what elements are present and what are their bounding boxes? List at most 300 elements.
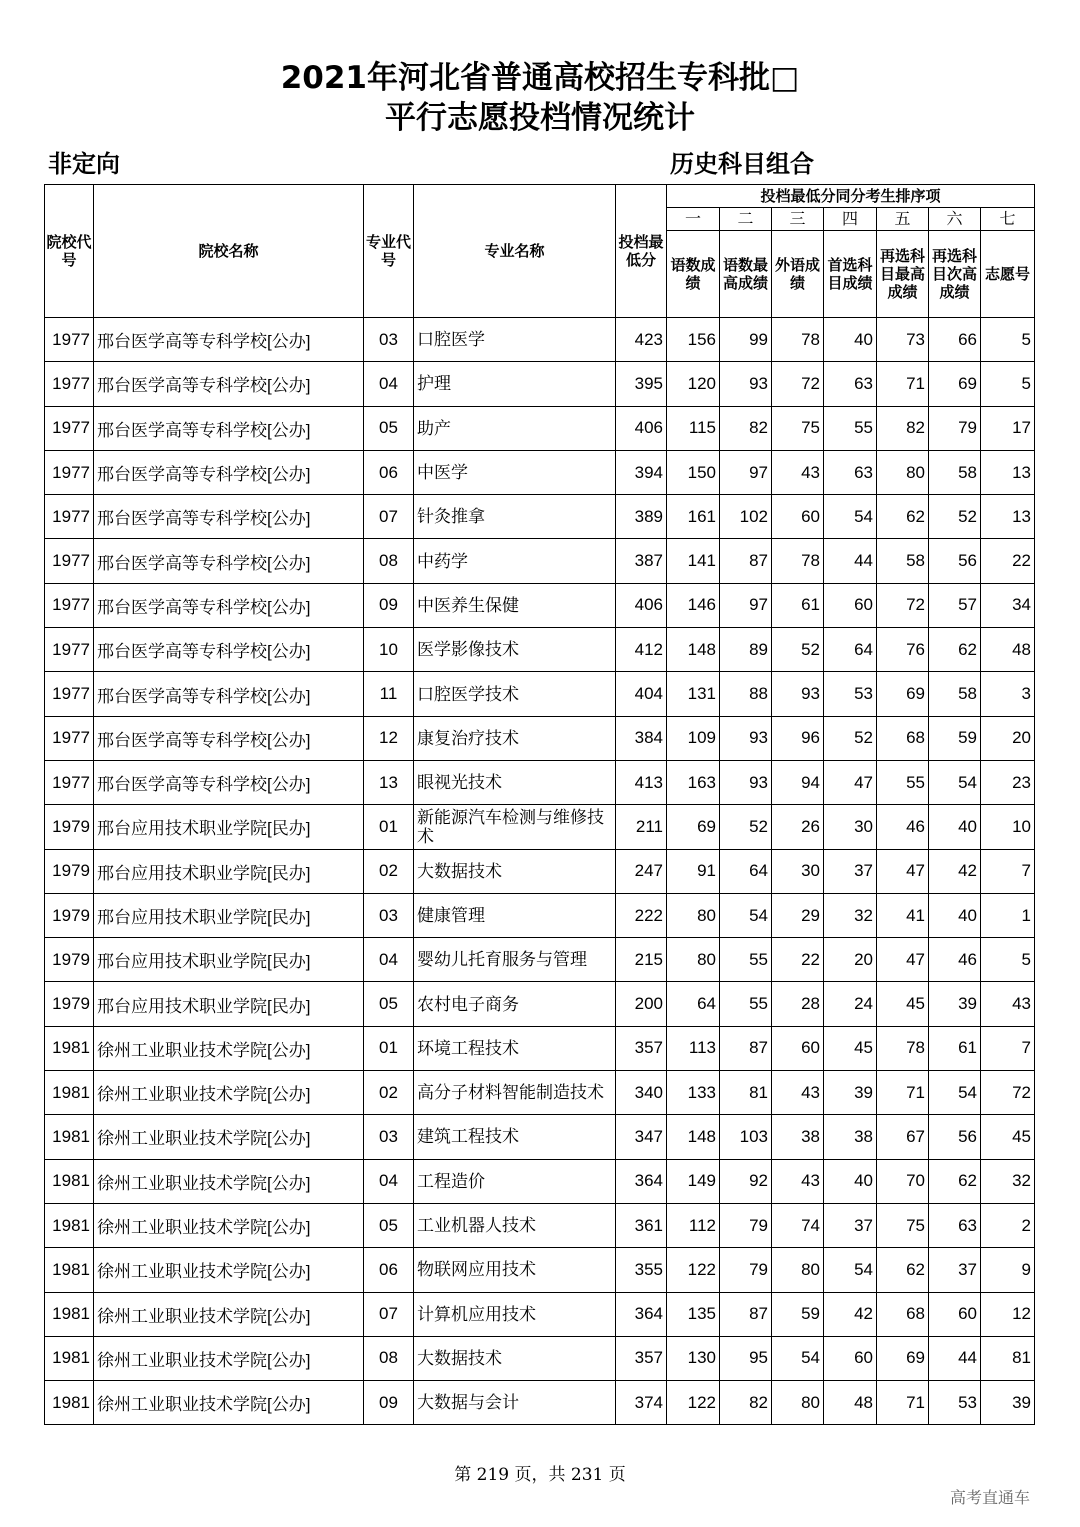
tiebreak-score-cell: 46 [877,805,929,849]
tiebreak-score-cell: 115 [667,406,720,450]
tiebreak-score-cell: 91 [667,849,720,893]
page-subtitle: 平行志愿投档情况统计 [385,100,695,136]
tiebreak-score-cell: 41 [877,893,929,937]
school-code-cell: 1977 [45,318,94,362]
tiebreak-score-cell: 38 [824,1115,877,1159]
min-score-cell: 423 [616,318,667,362]
school-name-cell: 邢台应用技术职业学院[民办] [94,893,364,937]
tiebreak-score-cell: 63 [929,1203,981,1247]
category-label: 非定向 [48,150,120,178]
tiebreak-score-cell: 79 [720,1248,772,1292]
tiebreak-score-cell: 69 [667,805,720,849]
tiebreak-score-cell: 74 [772,1203,824,1247]
header-tiebreak-item: 再选科目次高成绩 [929,231,981,318]
min-score-cell: 340 [616,1071,667,1115]
tiebreak-score-cell: 30 [824,805,877,849]
tiebreak-score-cell: 58 [929,450,981,494]
major-code-cell: 03 [364,318,414,362]
tiebreak-score-cell: 80 [772,1381,824,1425]
major-name-cell: 高分子材料智能制造技术 [414,1071,616,1115]
tiebreak-score-cell: 146 [667,583,720,627]
tiebreak-score-cell: 161 [667,495,720,539]
major-name-cell: 口腔医学 [414,318,616,362]
school-name-cell: 邢台医学高等专科学校[公办] [94,628,364,672]
major-name-cell: 针灸推拿 [414,495,616,539]
major-name-cell: 农村电子商务 [414,982,616,1026]
tiebreak-score-cell: 82 [720,406,772,450]
major-name-cell: 建筑工程技术 [414,1115,616,1159]
tiebreak-score-cell: 37 [824,849,877,893]
tiebreak-score-cell: 48 [824,1381,877,1425]
min-score-cell: 357 [616,1336,667,1380]
min-score-cell: 412 [616,628,667,672]
major-code-cell: 10 [364,628,414,672]
tiebreak-score-cell: 78 [772,318,824,362]
tiebreak-score-cell: 99 [720,318,772,362]
major-name-cell: 康复治疗技术 [414,716,616,760]
tiebreak-score-cell: 52 [772,628,824,672]
tiebreak-score-cell: 62 [877,495,929,539]
tiebreak-score-cell: 62 [877,1248,929,1292]
tiebreak-score-cell: 43 [772,450,824,494]
table-row [45,628,1035,672]
tiebreak-score-cell: 87 [720,1292,772,1336]
major-name-cell: 环境工程技术 [414,1026,616,1070]
tiebreak-score-cell: 70 [877,1159,929,1203]
tiebreak-score-cell: 61 [772,583,824,627]
tiebreak-score-cell: 76 [877,628,929,672]
tiebreak-score-cell: 93 [720,362,772,406]
tiebreak-score-cell: 60 [772,495,824,539]
tiebreak-score-cell: 97 [720,450,772,494]
table-row [45,805,1035,849]
tiebreak-score-cell: 75 [877,1203,929,1247]
tiebreak-score-cell: 130 [667,1336,720,1380]
min-score-cell: 357 [616,1026,667,1070]
tiebreak-score-cell: 24 [824,982,877,1026]
tiebreak-score-cell: 103 [720,1115,772,1159]
tiebreak-score-cell: 54 [929,1071,981,1115]
tiebreak-score-cell: 42 [824,1292,877,1336]
tiebreak-score-cell: 56 [929,539,981,583]
major-name-cell: 大数据技术 [414,1336,616,1380]
tiebreak-score-cell: 73 [877,318,929,362]
header-tiebreak-item: 首选科目成绩 [824,231,877,318]
tiebreak-score-cell: 79 [720,1203,772,1247]
header-tiebreak-item: 再选科目最高成绩 [877,231,929,318]
tiebreak-score-cell: 54 [929,760,981,804]
school-name-cell: 邢台医学高等专科学校[公办] [94,716,364,760]
tiebreak-score-cell: 150 [667,450,720,494]
tiebreak-score-cell: 75 [772,406,824,450]
tiebreak-score-cell: 80 [772,1248,824,1292]
min-score-cell: 387 [616,539,667,583]
tiebreak-score-cell: 5 [981,938,1035,982]
tiebreak-score-cell: 5 [981,318,1035,362]
school-code-cell: 1977 [45,362,94,406]
school-name-cell: 邢台应用技术职业学院[民办] [94,982,364,1026]
table-row [45,672,1035,716]
tiebreak-score-cell: 59 [929,716,981,760]
school-name-cell: 邢台医学高等专科学校[公办] [94,362,364,406]
tiebreak-score-cell: 44 [929,1336,981,1380]
tiebreak-score-cell: 57 [929,583,981,627]
major-code-cell: 01 [364,805,414,849]
tiebreak-score-cell: 9 [981,1248,1035,1292]
tiebreak-score-cell: 95 [720,1336,772,1380]
tiebreak-score-cell: 63 [824,362,877,406]
table-row [45,1203,1035,1247]
tiebreak-score-cell: 39 [981,1381,1035,1425]
tiebreak-score-cell: 20 [824,938,877,982]
school-code-cell: 1977 [45,716,94,760]
school-name-cell: 邢台医学高等专科学校[公办] [94,495,364,539]
table-row [45,1336,1035,1380]
tiebreak-score-cell: 58 [929,672,981,716]
table-row [45,318,1035,362]
major-code-cell: 07 [364,1292,414,1336]
tiebreak-score-cell: 122 [667,1248,720,1292]
school-name-cell: 徐州工业职业技术学院[公办] [94,1336,364,1380]
tiebreak-score-cell: 26 [772,805,824,849]
tiebreak-score-cell: 97 [720,583,772,627]
tiebreak-score-cell: 55 [720,982,772,1026]
tiebreak-score-cell: 141 [667,539,720,583]
tiebreak-score-cell: 29 [772,893,824,937]
min-score-cell: 200 [616,982,667,1026]
tiebreak-score-cell: 68 [877,716,929,760]
tiebreak-score-cell: 54 [720,893,772,937]
tiebreak-score-cell: 71 [877,1071,929,1115]
major-name-cell: 中医养生保健 [414,583,616,627]
major-name-cell: 大数据与会计 [414,1381,616,1425]
school-code-cell: 1981 [45,1159,94,1203]
table-row [45,982,1035,1026]
school-name-cell: 邢台医学高等专科学校[公办] [94,672,364,716]
school-code-cell: 1981 [45,1381,94,1425]
tiebreak-score-cell: 102 [720,495,772,539]
table-row [45,1381,1035,1425]
table-row [45,1292,1035,1336]
tiebreak-score-cell: 32 [981,1159,1035,1203]
tiebreak-score-cell: 72 [877,583,929,627]
major-code-cell: 05 [364,982,414,1026]
tiebreak-score-cell: 112 [667,1203,720,1247]
tiebreak-score-cell: 5 [981,362,1035,406]
tiebreak-score-cell: 68 [877,1292,929,1336]
tiebreak-score-cell: 69 [929,362,981,406]
school-code-cell: 1981 [45,1248,94,1292]
tiebreak-score-cell: 3 [981,672,1035,716]
school-name-cell: 徐州工业职业技术学院[公办] [94,1248,364,1292]
school-code-cell: 1979 [45,938,94,982]
school-code-cell: 1977 [45,628,94,672]
header-tiebreak-group: 投档最低分同分考生排序项 [667,185,1035,208]
tiebreak-score-cell: 13 [981,495,1035,539]
header-tiebreak-item: 外语成绩 [772,231,824,318]
tiebreak-score-cell: 7 [981,849,1035,893]
tiebreak-score-cell: 80 [667,938,720,982]
tiebreak-score-cell: 131 [667,672,720,716]
tiebreak-score-cell: 79 [929,406,981,450]
tiebreak-score-cell: 69 [877,672,929,716]
header-tiebreak-item: 语数最高成绩 [720,231,772,318]
school-name-cell: 邢台应用技术职业学院[民办] [94,938,364,982]
min-score-cell: 361 [616,1203,667,1247]
header-tiebreak-number: 二 [720,208,772,231]
min-score-cell: 347 [616,1115,667,1159]
table-row [45,362,1035,406]
tiebreak-score-cell: 39 [824,1071,877,1115]
tiebreak-score-cell: 28 [772,982,824,1026]
tiebreak-score-cell: 64 [824,628,877,672]
tiebreak-score-cell: 40 [824,318,877,362]
tiebreak-score-cell: 80 [667,893,720,937]
major-name-cell: 口腔医学技术 [414,672,616,716]
school-code-cell: 1977 [45,583,94,627]
major-code-cell: 03 [364,893,414,937]
school-code-cell: 1981 [45,1203,94,1247]
header-major-code: 专业代号 [364,185,414,318]
school-code-cell: 1981 [45,1115,94,1159]
major-name-cell: 护理 [414,362,616,406]
page-footer: 第 219 页，共 231 页 [454,1465,626,1485]
tiebreak-score-cell: 7 [981,1026,1035,1070]
tiebreak-score-cell: 89 [720,628,772,672]
tiebreak-score-cell: 58 [877,539,929,583]
tiebreak-score-cell: 148 [667,628,720,672]
tiebreak-score-cell: 163 [667,760,720,804]
tiebreak-score-cell: 64 [667,982,720,1026]
header-tiebreak-item: 志愿号 [981,231,1035,318]
major-name-cell: 中医学 [414,450,616,494]
tiebreak-score-cell: 54 [824,1248,877,1292]
table-row [45,1115,1035,1159]
tiebreak-score-cell: 37 [824,1203,877,1247]
table-row [45,1071,1035,1115]
tiebreak-score-cell: 43 [981,982,1035,1026]
tiebreak-score-cell: 45 [824,1026,877,1070]
major-code-cell: 08 [364,1336,414,1380]
tiebreak-score-cell: 133 [667,1071,720,1115]
table-row [45,893,1035,937]
min-score-cell: 215 [616,938,667,982]
tiebreak-score-cell: 72 [772,362,824,406]
school-name-cell: 邢台应用技术职业学院[民办] [94,849,364,893]
school-name-cell: 邢台医学高等专科学校[公办] [94,539,364,583]
header-tiebreak-item: 语数成绩 [667,231,720,318]
tiebreak-score-cell: 22 [772,938,824,982]
school-name-cell: 徐州工业职业技术学院[公办] [94,1292,364,1336]
tiebreak-score-cell: 135 [667,1292,720,1336]
school-code-cell: 1981 [45,1071,94,1115]
header-tiebreak-number: 七 [981,208,1035,231]
tiebreak-score-cell: 156 [667,318,720,362]
tiebreak-score-cell: 10 [981,805,1035,849]
school-name-cell: 徐州工业职业技术学院[公办] [94,1026,364,1070]
header-tiebreak-number: 三 [772,208,824,231]
subject-combination-label: 历史科目组合 [670,150,814,178]
tiebreak-score-cell: 67 [877,1115,929,1159]
table-row [45,406,1035,450]
tiebreak-score-cell: 78 [877,1026,929,1070]
tiebreak-score-cell: 81 [981,1336,1035,1380]
major-code-cell: 11 [364,672,414,716]
school-code-cell: 1977 [45,539,94,583]
tiebreak-score-cell: 46 [929,938,981,982]
tiebreak-score-cell: 63 [824,450,877,494]
tiebreak-score-cell: 40 [929,893,981,937]
major-code-cell: 06 [364,1248,414,1292]
school-code-cell: 1977 [45,495,94,539]
tiebreak-score-cell: 20 [981,716,1035,760]
min-score-cell: 247 [616,849,667,893]
major-code-cell: 12 [364,716,414,760]
tiebreak-score-cell: 71 [877,362,929,406]
header-school-name: 院校名称 [94,185,364,318]
school-code-cell: 1979 [45,982,94,1026]
tiebreak-score-cell: 54 [772,1336,824,1380]
tiebreak-score-cell: 148 [667,1115,720,1159]
min-score-cell: 395 [616,362,667,406]
tiebreak-score-cell: 40 [929,805,981,849]
major-code-cell: 04 [364,1159,414,1203]
tiebreak-score-cell: 149 [667,1159,720,1203]
tiebreak-score-cell: 23 [981,760,1035,804]
tiebreak-score-cell: 78 [772,539,824,583]
school-code-cell: 1981 [45,1026,94,1070]
major-name-cell: 助产 [414,406,616,450]
major-name-cell: 婴幼儿托育服务与管理 [414,938,616,982]
tiebreak-score-cell: 71 [877,1381,929,1425]
tiebreak-score-cell: 45 [877,982,929,1026]
tiebreak-score-cell: 87 [720,539,772,583]
min-score-cell: 355 [616,1248,667,1292]
tiebreak-score-cell: 2 [981,1203,1035,1247]
major-code-cell: 04 [364,938,414,982]
tiebreak-score-cell: 45 [981,1115,1035,1159]
school-name-cell: 徐州工业职业技术学院[公办] [94,1381,364,1425]
tiebreak-score-cell: 69 [877,1336,929,1380]
min-score-cell: 413 [616,760,667,804]
table-row [45,1026,1035,1070]
min-score-cell: 384 [616,716,667,760]
tiebreak-score-cell: 56 [929,1115,981,1159]
min-score-cell: 394 [616,450,667,494]
min-score-cell: 364 [616,1292,667,1336]
tiebreak-score-cell: 93 [720,716,772,760]
major-code-cell: 02 [364,1071,414,1115]
min-score-cell: 374 [616,1381,667,1425]
table-row [45,495,1035,539]
table-row [45,716,1035,760]
school-code-cell: 1981 [45,1336,94,1380]
header-tiebreak-number: 一 [667,208,720,231]
school-name-cell: 邢台应用技术职业学院[民办] [94,805,364,849]
tiebreak-score-cell: 47 [877,938,929,982]
table-row [45,583,1035,627]
tiebreak-score-cell: 53 [824,672,877,716]
tiebreak-score-cell: 37 [929,1248,981,1292]
tiebreak-score-cell: 55 [824,406,877,450]
tiebreak-score-cell: 66 [929,318,981,362]
tiebreak-score-cell: 55 [720,938,772,982]
school-code-cell: 1977 [45,450,94,494]
tiebreak-score-cell: 82 [877,406,929,450]
school-name-cell: 邢台医学高等专科学校[公办] [94,760,364,804]
school-code-cell: 1979 [45,893,94,937]
tiebreak-score-cell: 88 [720,672,772,716]
tiebreak-score-cell: 60 [929,1292,981,1336]
tiebreak-score-cell: 61 [929,1026,981,1070]
min-score-cell: 222 [616,893,667,937]
tiebreak-score-cell: 62 [929,628,981,672]
tiebreak-score-cell: 54 [824,495,877,539]
tiebreak-score-cell: 39 [929,982,981,1026]
school-code-cell: 1977 [45,760,94,804]
tiebreak-score-cell: 47 [877,849,929,893]
major-code-cell: 08 [364,539,414,583]
tiebreak-score-cell: 113 [667,1026,720,1070]
min-score-cell: 406 [616,583,667,627]
tiebreak-score-cell: 72 [981,1071,1035,1115]
tiebreak-score-cell: 43 [772,1159,824,1203]
major-name-cell: 工业机器人技术 [414,1203,616,1247]
admission-table [44,184,1035,1425]
min-score-cell: 404 [616,672,667,716]
tiebreak-score-cell: 60 [772,1026,824,1070]
tiebreak-score-cell: 96 [772,716,824,760]
tiebreak-score-cell: 30 [772,849,824,893]
tiebreak-score-cell: 122 [667,1381,720,1425]
tiebreak-score-cell: 40 [824,1159,877,1203]
major-name-cell: 工程造价 [414,1159,616,1203]
tiebreak-score-cell: 43 [772,1071,824,1115]
tiebreak-score-cell: 92 [720,1159,772,1203]
table-row [45,1159,1035,1203]
tiebreak-score-cell: 47 [824,760,877,804]
tiebreak-score-cell: 64 [720,849,772,893]
table-row [45,849,1035,893]
tiebreak-score-cell: 53 [929,1381,981,1425]
tiebreak-score-cell: 38 [772,1115,824,1159]
tiebreak-score-cell: 120 [667,362,720,406]
major-code-cell: 06 [364,450,414,494]
tiebreak-score-cell: 93 [772,672,824,716]
major-name-cell: 中药学 [414,539,616,583]
tiebreak-score-cell: 44 [824,539,877,583]
tiebreak-score-cell: 82 [720,1381,772,1425]
tiebreak-score-cell: 1 [981,893,1035,937]
tiebreak-score-cell: 109 [667,716,720,760]
major-name-cell: 大数据技术 [414,849,616,893]
major-code-cell: 05 [364,1203,414,1247]
table-row [45,1248,1035,1292]
major-code-cell: 04 [364,362,414,406]
major-name-cell: 健康管理 [414,893,616,937]
min-score-cell: 211 [616,805,667,849]
school-name-cell: 邢台医学高等专科学校[公办] [94,450,364,494]
min-score-cell: 389 [616,495,667,539]
page-title: 2021年河北省普通高校招生专科批□ [280,60,800,96]
school-name-cell: 徐州工业职业技术学院[公办] [94,1115,364,1159]
tiebreak-score-cell: 87 [720,1026,772,1070]
tiebreak-score-cell: 93 [720,760,772,804]
major-code-cell: 09 [364,1381,414,1425]
table-row [45,539,1035,583]
header-tiebreak-number: 四 [824,208,877,231]
header-tiebreak-number: 六 [929,208,981,231]
